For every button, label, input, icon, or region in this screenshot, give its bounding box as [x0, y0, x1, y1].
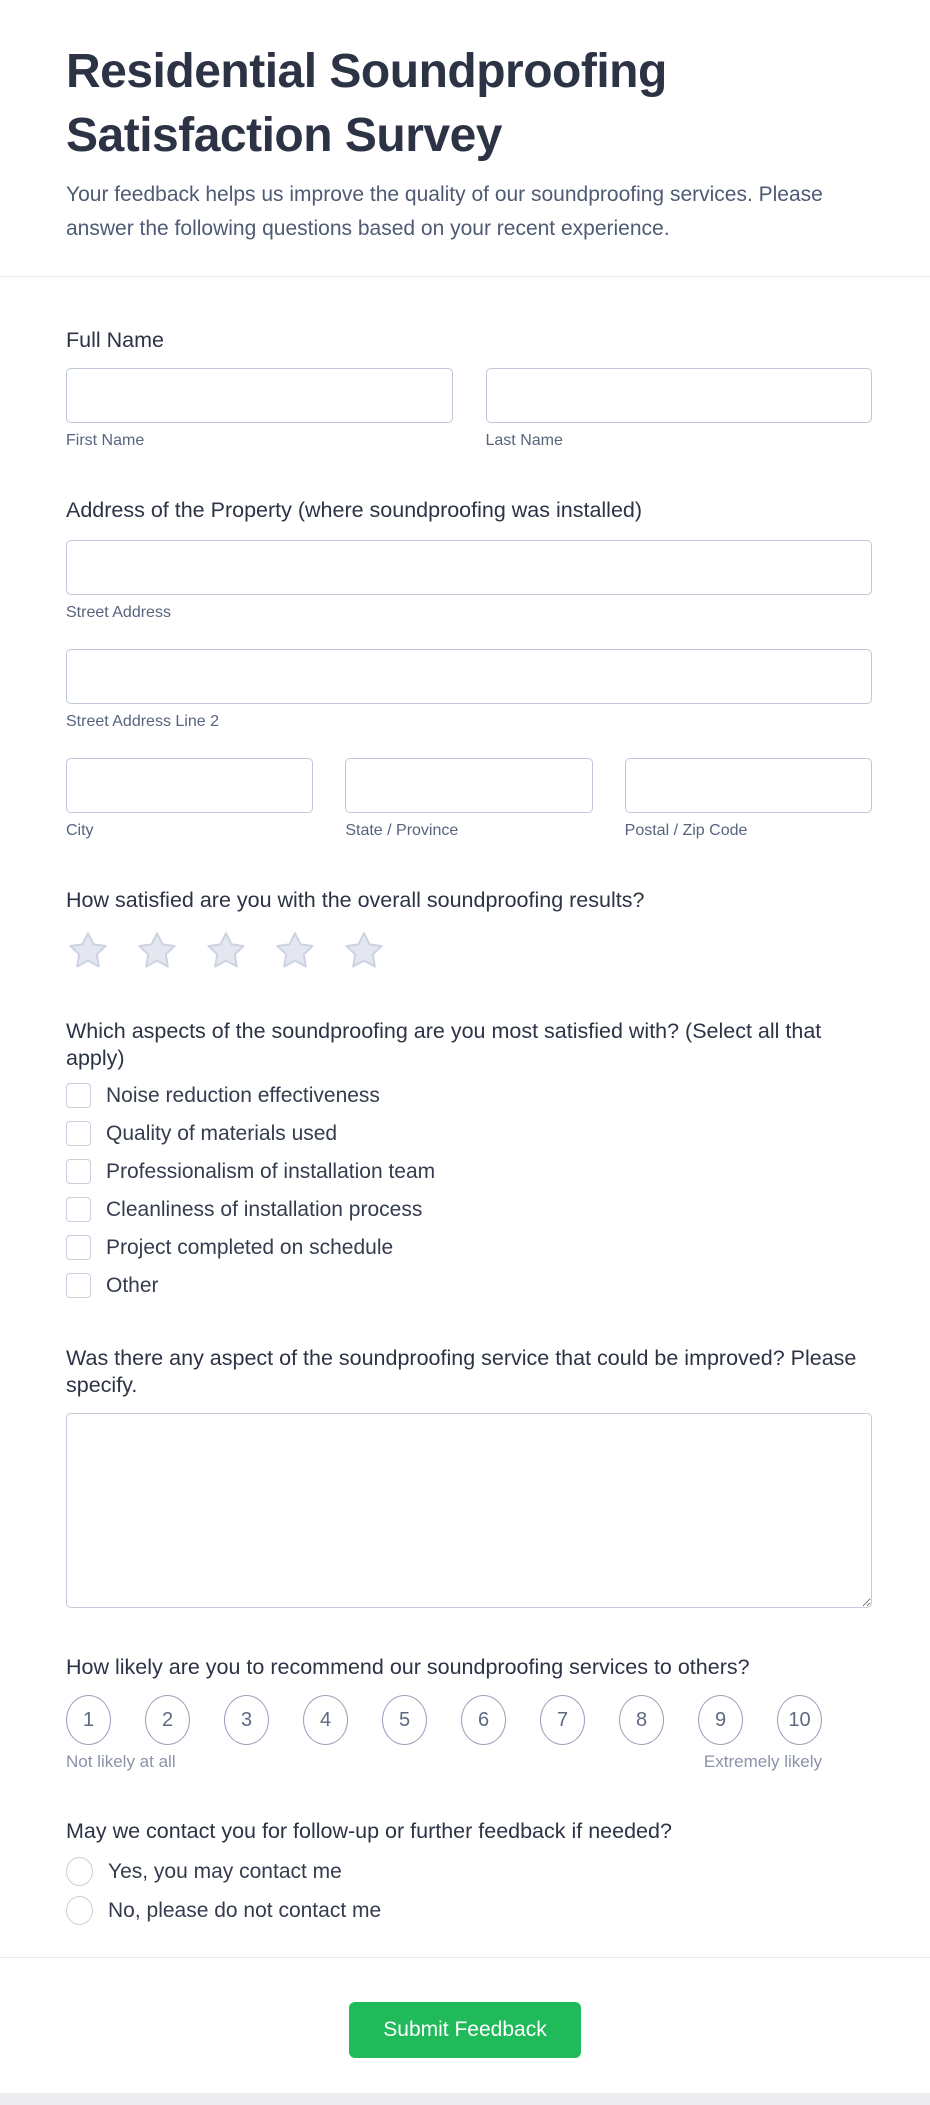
checkbox-icon[interactable] — [66, 1273, 91, 1298]
name-fields-row — [66, 368, 872, 451]
contact-options — [66, 1857, 872, 1925]
city-col — [66, 758, 313, 841]
question-satisfaction — [66, 887, 872, 972]
checkbox-label[interactable]: Professionalism of installation team — [106, 1160, 436, 1183]
radio-icon[interactable] — [66, 1857, 93, 1886]
scale-option-4[interactable]: 4 — [303, 1695, 348, 1745]
radio-label[interactable]: Yes, you may contact me — [108, 1860, 342, 1883]
satisfaction-label: How satisfied are you with the overall soundproofing results? — [66, 888, 645, 912]
page-bottom-strip — [0, 2093, 930, 2105]
city-state-zip-row — [66, 758, 872, 841]
city-input[interactable] — [66, 758, 313, 813]
checkbox-option[interactable] — [66, 1082, 872, 1109]
scale-option-10[interactable]: 10 — [777, 1695, 822, 1745]
form-description: Your feedback helps us improve the quality of our soundproofing services. Please answer the following questions based on your recent experience. — [66, 183, 823, 240]
improve-textarea[interactable] — [66, 1413, 872, 1608]
submit-button[interactable]: Submit Feedback — [349, 2002, 580, 2058]
last-name-col — [486, 368, 873, 451]
first-name-col — [66, 368, 453, 451]
scale-option-3[interactable]: 3 — [224, 1695, 269, 1745]
last-name-input[interactable] — [486, 368, 873, 423]
first-name-sublabel: First Name — [66, 432, 145, 449]
scale-max-label: Extremely likely — [703, 1752, 822, 1771]
recommend-scale — [66, 1695, 822, 1772]
checkbox-label[interactable]: Noise reduction effectiveness — [106, 1084, 380, 1107]
scale-option-8[interactable]: 8 — [619, 1695, 664, 1745]
scale-option-7[interactable]: 7 — [540, 1695, 585, 1745]
question-improve — [66, 1345, 872, 1608]
radio-option[interactable] — [66, 1896, 872, 1925]
checkbox-option[interactable] — [66, 1272, 872, 1299]
city-sublabel: City — [66, 822, 94, 839]
street-address-input[interactable] — [66, 540, 872, 595]
question-contact — [66, 1818, 872, 1925]
checkbox-option[interactable] — [66, 1234, 872, 1261]
scale-option-1[interactable]: 1 — [66, 1695, 111, 1745]
street-address-line2-sublabel: Street Address Line 2 — [66, 713, 219, 730]
checkbox-label[interactable]: Quality of materials used — [106, 1122, 338, 1145]
street-address-line2-input[interactable] — [66, 649, 872, 704]
scale-option-9[interactable]: 9 — [698, 1695, 743, 1745]
scale-option-2[interactable]: 2 — [145, 1695, 190, 1745]
state-col — [345, 758, 592, 841]
radio-icon[interactable] — [66, 1896, 93, 1925]
postal-input[interactable] — [625, 758, 872, 813]
form-body — [0, 277, 930, 1957]
form-title: Residential Soundproofing Satisfaction Survey — [66, 45, 667, 162]
full-name-label: Full Name — [66, 328, 164, 352]
state-sublabel: State / Province — [345, 822, 459, 839]
checkbox-icon[interactable] — [66, 1121, 91, 1146]
question-address — [66, 497, 872, 841]
checkbox-label[interactable]: Project completed on schedule — [106, 1236, 394, 1259]
scale-option-5[interactable]: 5 — [382, 1695, 427, 1745]
improve-label: Was there any aspect of the soundproofing service that could be improved? Please specify. — [66, 1346, 857, 1397]
question-full-name — [66, 327, 872, 451]
state-input[interactable] — [345, 758, 592, 813]
checkbox-option[interactable] — [66, 1158, 872, 1185]
star-icon[interactable] — [204, 928, 248, 972]
checkbox-icon[interactable] — [66, 1197, 91, 1222]
radio-option[interactable] — [66, 1857, 872, 1886]
aspects-label: Which aspects of the soundproofing are you most satisfied with? (Select all that apply) — [66, 1019, 822, 1070]
postal-sublabel: Postal / Zip Code — [624, 822, 748, 839]
star-icon[interactable] — [342, 928, 386, 972]
scale-row — [66, 1695, 822, 1745]
checkbox-label[interactable]: Cleanliness of installation process — [106, 1198, 423, 1221]
recommend-label: How likely are you to recommend our soundproofing services to others? — [66, 1655, 750, 1679]
contact-label: May we contact you for follow-up or further feedback if needed? — [66, 1819, 672, 1843]
scale-option-6[interactable]: 6 — [461, 1695, 506, 1745]
star-icon[interactable] — [273, 928, 317, 972]
first-name-input[interactable] — [66, 368, 453, 423]
question-aspects — [66, 1018, 872, 1299]
last-name-sublabel: Last Name — [485, 432, 563, 449]
scale-min-label: Not likely at all — [66, 1752, 176, 1771]
checkbox-icon[interactable] — [66, 1083, 91, 1108]
checkbox-icon[interactable] — [66, 1159, 91, 1184]
aspects-options — [66, 1082, 872, 1299]
checkbox-label[interactable]: Other — [106, 1274, 159, 1297]
star-rating — [66, 928, 872, 972]
form-header — [0, 0, 930, 277]
checkbox-icon[interactable] — [66, 1235, 91, 1260]
star-icon[interactable] — [135, 928, 179, 972]
question-recommend — [66, 1654, 872, 1772]
scale-endpoint-labels — [66, 1752, 822, 1772]
checkbox-option[interactable] — [66, 1120, 872, 1147]
address-label: Address of the Property (where soundproofing was installed) — [66, 498, 643, 522]
postal-col — [625, 758, 872, 841]
street-address-sublabel: Street Address — [66, 604, 171, 621]
submit-section — [0, 1957, 930, 2088]
star-icon[interactable] — [66, 928, 110, 972]
radio-label[interactable]: No, please do not contact me — [108, 1899, 382, 1922]
checkbox-option[interactable] — [66, 1196, 872, 1223]
